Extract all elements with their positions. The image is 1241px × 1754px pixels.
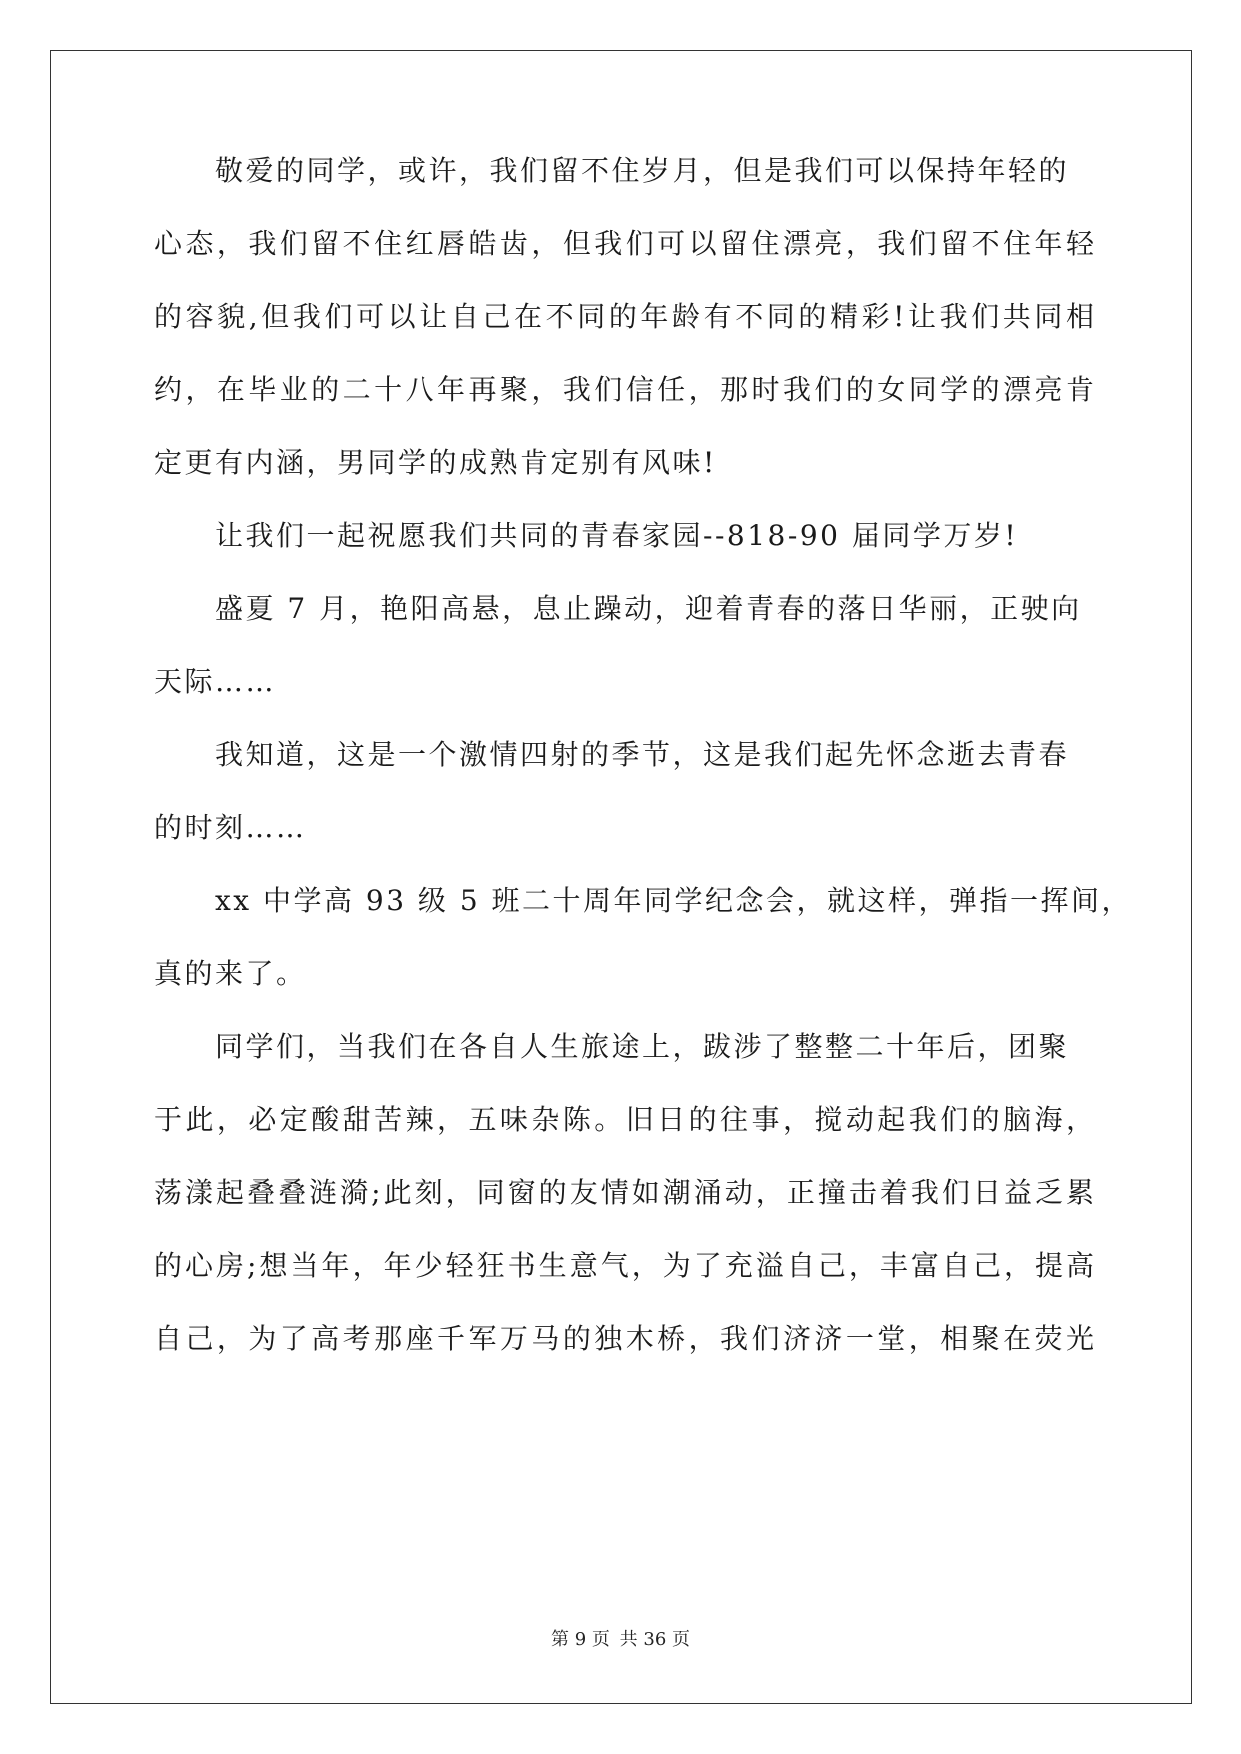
paragraph-4-line-1: 我知道，这是一个激情四射的季节，这是我们起先怀念逝去青春	[215, 738, 1070, 771]
paragraph-1-line-2: 心态，我们留不住红唇皓齿，但我们可以留住漂亮，我们留不住年轻	[154, 227, 1094, 260]
paragraph-6-line-4: 的心房;想当年，年少轻狂书生意气，为了充溢自己，丰富自己，提高	[154, 1249, 1094, 1282]
paragraph-5-line-2: 真的来了。	[154, 957, 307, 990]
paragraph-5-line-1: xx 中学高 93 级 5 班二十周年同学纪念会，就这样，弹指一挥间，	[215, 884, 1133, 917]
paragraph-6-line-5: 自己，为了高考那座千军万马的独木桥，我们济济一堂，相聚在荧光	[154, 1322, 1094, 1355]
paragraph-6-line-1: 同学们，当我们在各自人生旅途上，跋涉了整整二十年后，团聚	[215, 1030, 1070, 1063]
paragraph-3-line-1: 盛夏 7 月，艳阳高悬，息止躁动，迎着青春的落日华丽，正驶向	[215, 592, 1082, 625]
paragraph-3-line-2: 天际……	[154, 665, 277, 698]
paragraph-1-line-1: 敬爱的同学，或许，我们留不住岁月，但是我们可以保持年轻的	[215, 154, 1070, 187]
paragraph-2-line-1: 让我们一起祝愿我们共同的青春家园--818-90 届同学万岁!	[215, 519, 1019, 552]
paragraph-4-line-2: 的时刻……	[154, 811, 307, 844]
paragraph-6-line-3: 荡漾起叠叠涟漪;此刻，同窗的友情如潮涌动，正撞击着我们日益乏累	[154, 1176, 1094, 1209]
page-number: 第 9 页	[551, 1629, 610, 1650]
paragraph-1-line-4: 约，在毕业的二十八年再聚，我们信任，那时我们的女同学的漂亮肯	[154, 373, 1094, 406]
paragraph-1-line-5: 定更有内涵，男同学的成熟肯定别有风味!	[154, 446, 717, 479]
page-total: 共 36 页	[619, 1629, 690, 1650]
paragraph-1-line-3: 的容貌,但我们可以让自己在不同的年龄有不同的精彩!让我们共同相	[154, 300, 1094, 333]
paragraph-6-line-2: 于此，必定酸甜苦辣，五味杂陈。旧日的往事，搅动起我们的脑海，	[154, 1103, 1094, 1136]
page-footer	[0, 1628, 1241, 1652]
